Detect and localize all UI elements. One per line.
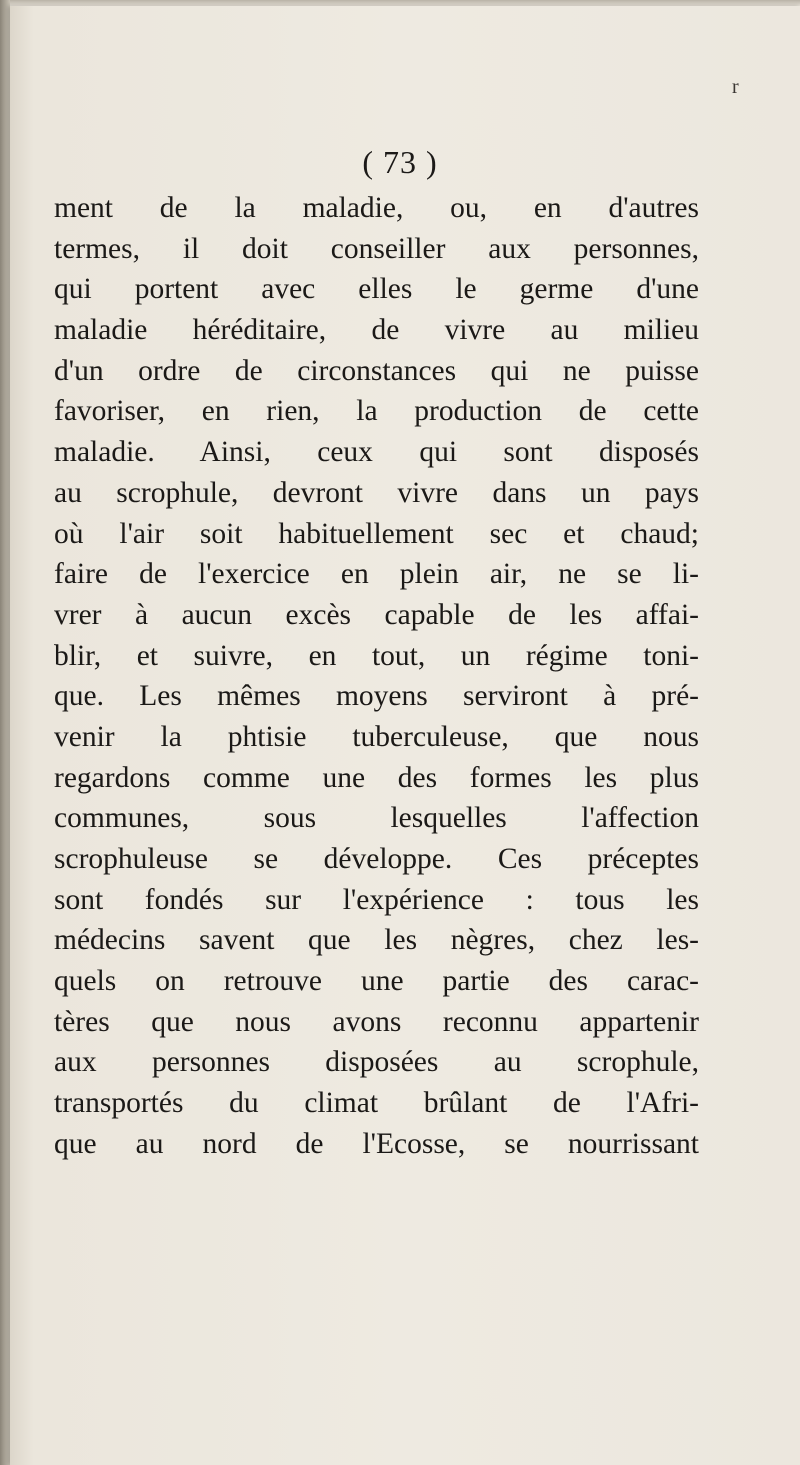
text-line: sont fondés sur l'expérience : tous les bbox=[54, 883, 699, 916]
book-binding-edge bbox=[0, 0, 10, 1465]
text-line: blir, et suivre, en tout, un régime toni- bbox=[54, 639, 699, 672]
text-line: ment de la maladie, ou, en d'autres bbox=[54, 192, 699, 224]
text-line: termes, il doit conseiller aux personnes, bbox=[54, 232, 699, 265]
text-line: maladie. Ainsi, ceux qui sont disposés bbox=[54, 436, 699, 469]
text-line: que au nord de l'Ecosse, se nourrissant bbox=[54, 1127, 699, 1160]
text-line: d'un ordre de circonstances qui ne puisse bbox=[54, 354, 699, 387]
text-line: quels on retrouve une partie des carac- bbox=[54, 965, 699, 998]
text-line: médecins savent que les nègres, chez les- bbox=[54, 924, 699, 957]
text-line: tères que nous avons reconnu appartenir bbox=[54, 1005, 699, 1038]
page-number: ( 73 ) bbox=[362, 144, 438, 180]
text-line: au scrophule, devront vivre dans un pays bbox=[54, 476, 699, 509]
text-line: transportés du climat brûlant de l'Afri- bbox=[54, 1087, 699, 1120]
text-line: aux personnes disposées au scrophule, bbox=[54, 1046, 699, 1079]
text-line: qui portent avec elles le germe d'une bbox=[54, 273, 699, 306]
text-line: regardons comme une des formes les plus bbox=[54, 761, 699, 794]
text-line: venir la phtisie tuberculeuse, que nous bbox=[54, 720, 699, 753]
text-line: vrer à aucun excès capable de les affai- bbox=[54, 598, 699, 631]
text-line: communes, sous lesquelles l'affection bbox=[54, 802, 699, 835]
body-text bbox=[54, 188, 699, 1165]
text-line: maladie héréditaire, de vivre au milieu bbox=[54, 314, 699, 347]
text-line: faire de l'exercice en plein air, ne se li- bbox=[54, 558, 699, 591]
text-line: où l'air soit habituellement sec et chaud; bbox=[54, 517, 699, 550]
text-line: que. Les mêmes moyens serviront à pré- bbox=[54, 680, 699, 713]
text-line: favoriser, en rien, la production de cette bbox=[54, 395, 699, 428]
text-line: scrophuleuse se développe. Ces préceptes bbox=[54, 843, 699, 875]
corner-mark: r bbox=[732, 76, 739, 98]
